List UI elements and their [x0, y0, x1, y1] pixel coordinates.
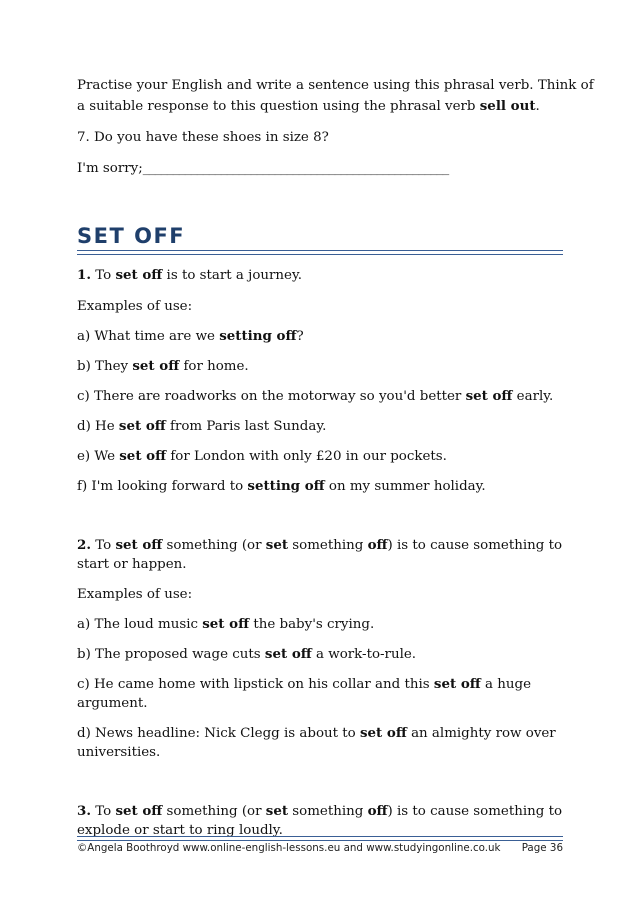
definition-text: something	[288, 538, 368, 553]
phrasal-verb-bold: set off	[359, 725, 407, 741]
example-text: f) I'm looking forward to	[77, 479, 248, 494]
examples-label: Examples of use:	[77, 587, 193, 602]
definition-text: To	[90, 268, 116, 283]
example-2d-line-2: universities.	[77, 745, 161, 760]
definition-text: ) is to cause something to	[387, 538, 563, 553]
example-1f	[77, 477, 486, 496]
definition-3	[77, 802, 562, 821]
answer-line	[77, 159, 449, 178]
example-text: ?	[296, 329, 304, 344]
heading-rule	[77, 250, 563, 251]
example-text: e) We	[77, 449, 120, 464]
example-2c-line-2: argument.	[77, 696, 148, 711]
phrasal-verb-bold: set off	[264, 646, 312, 662]
intro-text: Practise your English and write a sentence using this phrasal verb. Think of	[77, 78, 594, 93]
phrasal-verb-bold: set off	[202, 616, 250, 632]
answer-blank: ___________________________________________________	[142, 161, 449, 176]
intro-text: .	[535, 99, 540, 114]
heading-rule-thin	[77, 254, 563, 255]
example-text: the baby's crying.	[249, 617, 375, 632]
phrasal-verb-bold: set off	[115, 537, 163, 553]
example-text: c) He came home with lipstick on his collar and this	[77, 677, 434, 692]
example-1d	[77, 417, 326, 436]
example-text: for home.	[179, 359, 249, 374]
phrasal-verb-bold: set	[265, 803, 289, 819]
example-text: from Paris last Sunday.	[165, 419, 327, 434]
example-text: for London with only £20 in our pockets.	[166, 449, 447, 464]
example-text: c) There are roadworks on the motorway so you'd better	[77, 389, 466, 404]
phrasal-verb-bold: set off	[115, 267, 163, 283]
definition-3-line-2: explode or start to ring loudly.	[77, 823, 283, 838]
examples-label: Examples of use:	[77, 299, 193, 314]
definition-2-line-2: start or happen.	[77, 557, 187, 572]
example-2c	[77, 675, 531, 694]
intro-line-1	[77, 76, 594, 95]
phrasal-verb-bold: set off	[465, 388, 513, 404]
phrasal-verb-bold: setting off	[247, 478, 325, 494]
example-2a	[77, 615, 374, 634]
example-1b	[77, 357, 249, 376]
example-text: b) The proposed wage cuts	[77, 647, 265, 662]
page-number: Page 36	[521, 842, 563, 854]
example-text: a work-to-rule.	[311, 647, 417, 662]
phrasal-verb-bold: set off	[433, 676, 481, 692]
definition-number: 1.	[77, 267, 91, 283]
page-footer	[77, 842, 563, 854]
definition-text: To	[90, 538, 116, 553]
footer-rule	[77, 836, 563, 837]
example-2d	[77, 724, 556, 743]
intro-text: a suitable response to this question using the phrasal verb	[77, 99, 480, 114]
footer-copyright: ©Angela Boothroyd www.online-english-lessons.eu and www.studyingonline.co.uk	[77, 842, 501, 854]
definition-text: is to start a journey.	[162, 268, 302, 283]
phrasal-verb-bold: set off	[115, 803, 163, 819]
phrasal-verb-bold: off	[367, 803, 388, 819]
phrasal-verb-bold: set off	[132, 358, 180, 374]
phrasal-verb-bold: off	[367, 537, 388, 553]
phrasal-verb-bold: setting off	[219, 328, 297, 344]
question-7: 7. Do you have these shoes in size 8?	[77, 130, 329, 145]
phrasal-verb-bold: set off	[118, 418, 166, 434]
example-1a	[77, 327, 304, 346]
example-text: d) News headline: Nick Clegg is about to	[77, 726, 360, 741]
definition-text: To	[90, 804, 116, 819]
phrasal-verb-bold: set	[265, 537, 289, 553]
answer-prefix: I'm sorry;	[77, 161, 143, 176]
phrasal-verb-bold: sell out	[479, 98, 536, 114]
example-text: on my summer holiday.	[324, 479, 486, 494]
definition-1	[77, 266, 302, 285]
definition-text: something	[288, 804, 368, 819]
section-heading: SET OFF	[77, 224, 186, 248]
example-text: a huge	[480, 677, 531, 692]
example-text: a) What time are we	[77, 329, 220, 344]
definition-text: something (or	[162, 538, 266, 553]
example-text: an almighty row over	[406, 726, 556, 741]
example-1c	[77, 387, 553, 406]
example-text: d) He	[77, 419, 119, 434]
definition-text: something (or	[162, 804, 266, 819]
definition-text: ) is to cause something to	[387, 804, 563, 819]
example-text: b) They	[77, 359, 133, 374]
definition-2	[77, 536, 562, 555]
intro-line-2	[77, 97, 540, 116]
example-2b	[77, 645, 416, 664]
definition-number: 3.	[77, 803, 91, 819]
example-text: early.	[512, 389, 554, 404]
example-1e	[77, 447, 447, 466]
footer-rule-thin	[77, 840, 563, 841]
example-text: a) The loud music	[77, 617, 203, 632]
phrasal-verb-bold: set off	[119, 448, 167, 464]
definition-number: 2.	[77, 537, 91, 553]
